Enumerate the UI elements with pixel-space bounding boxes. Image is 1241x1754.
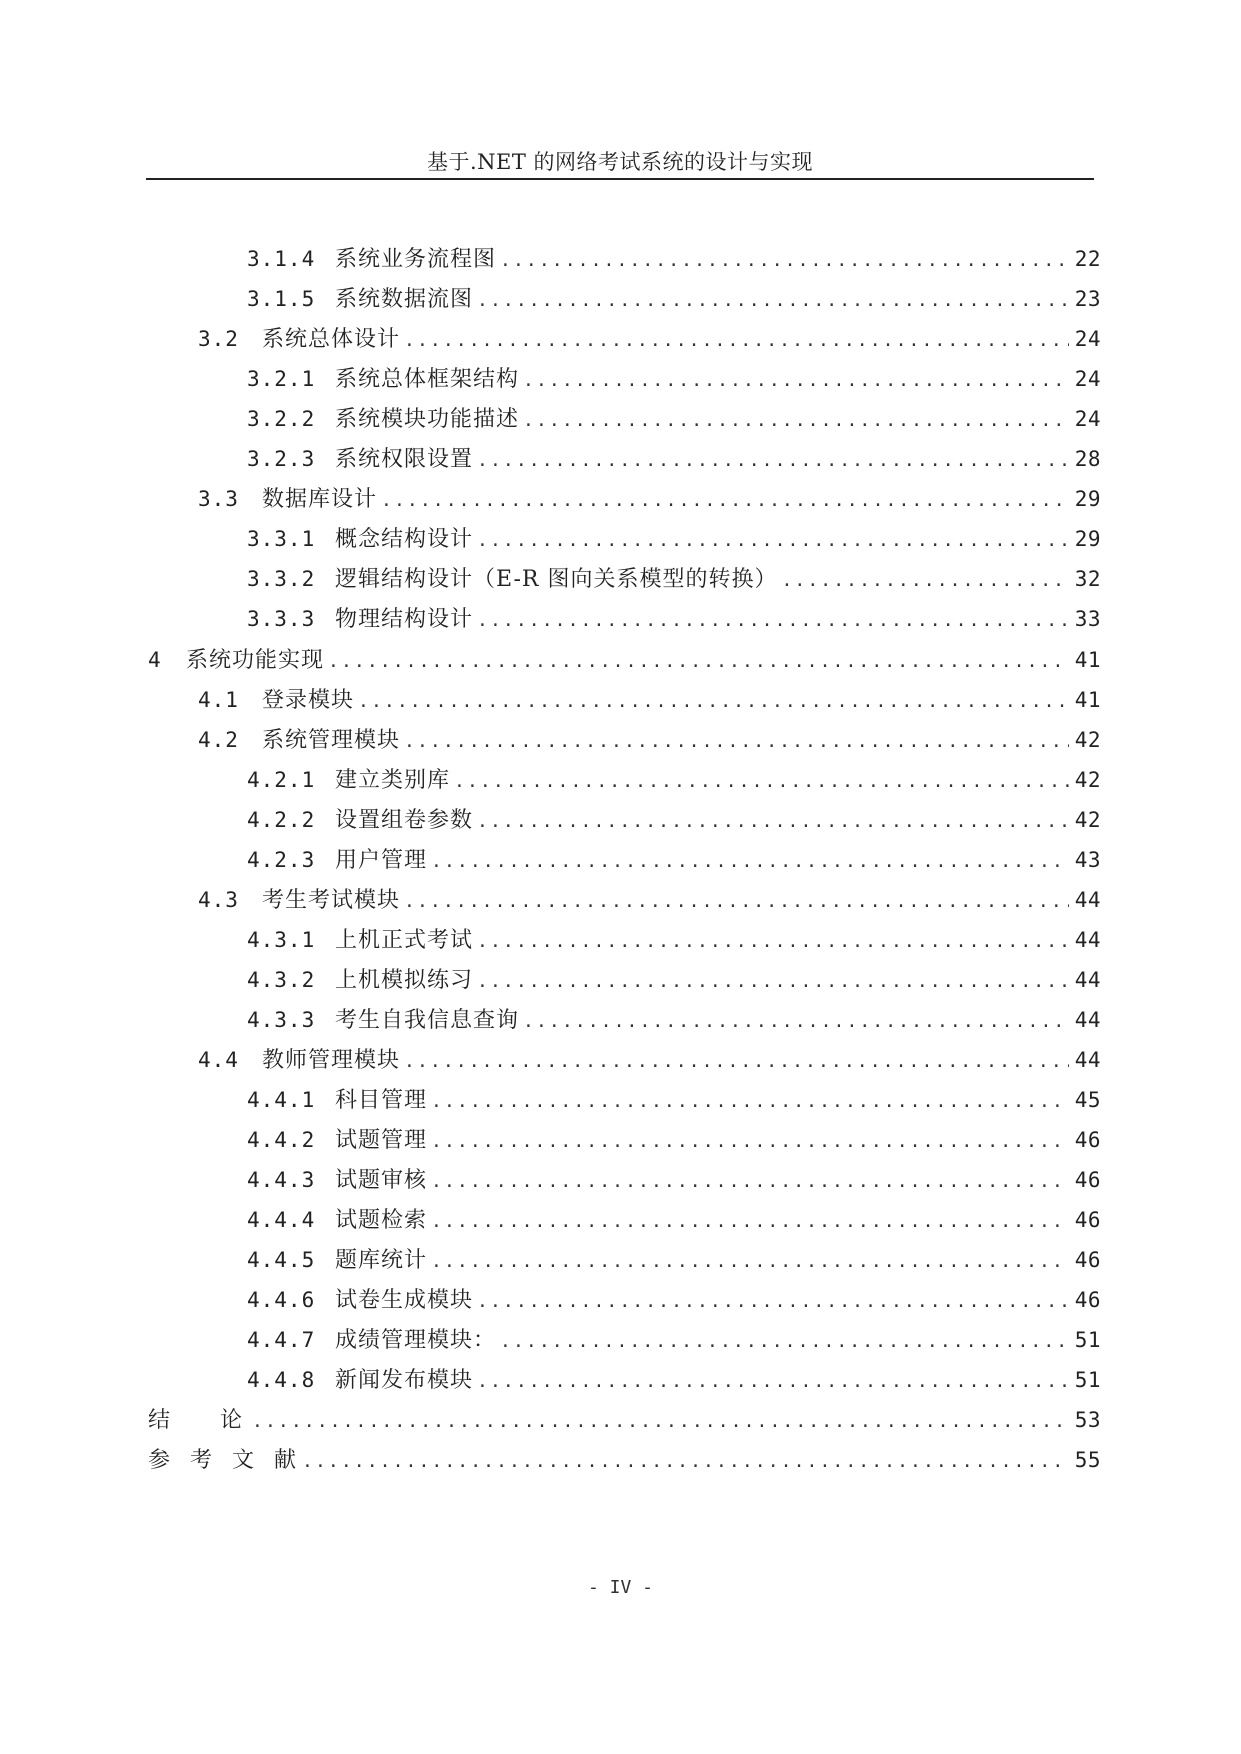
toc-dot-leader xyxy=(781,566,1068,596)
toc-entry-number: 4.4.1 xyxy=(247,1088,316,1112)
toc-entry-number: 3.3 xyxy=(198,487,239,511)
page-number: - IV - xyxy=(587,1577,654,1598)
toc-entry-number: 4.4.6 xyxy=(247,1288,316,1312)
toc-entry-3-1-5[interactable] xyxy=(247,284,1101,314)
toc-entry-4-2-2[interactable] xyxy=(247,805,1101,835)
toc-entry-page: 41 xyxy=(1074,648,1101,672)
toc-entry-4[interactable] xyxy=(148,645,1101,675)
toc-entry-4-4-2[interactable] xyxy=(247,1125,1101,1155)
toc-entry-4-2-3[interactable] xyxy=(247,845,1101,875)
toc-entry-number: 3.2 xyxy=(198,327,239,351)
toc-entry-title: 参考文献 xyxy=(148,1448,317,1473)
toc-entry-number: 4.4.4 xyxy=(247,1208,316,1232)
toc-entry-title: 数据库设计 xyxy=(262,487,378,512)
toc-entry-4-2-1[interactable] xyxy=(247,765,1101,795)
toc-dot-leader xyxy=(431,1167,1069,1197)
toc-entry-4-3[interactable] xyxy=(198,885,1101,915)
toc-dot-leader xyxy=(302,1447,1069,1477)
toc-entry-4-4-3[interactable] xyxy=(247,1165,1101,1195)
toc-dot-leader xyxy=(523,406,1069,436)
toc-dot-leader xyxy=(404,326,1069,356)
toc-entry-page: 24 xyxy=(1074,327,1101,351)
toc-entry-title: 结论 xyxy=(148,1408,293,1433)
toc-entry-title: 试卷生成模块 xyxy=(335,1288,474,1313)
toc-entry-title: 系统总体框架结构 xyxy=(335,367,520,392)
toc-entry-page: 42 xyxy=(1074,768,1101,792)
toc-entry-page: 51 xyxy=(1074,1368,1101,1392)
toc-dot-leader xyxy=(381,486,1069,516)
toc-entry-number: 4.2.2 xyxy=(247,808,316,832)
toc-entry-title: 逻辑结构设计（E-R 图向关系模型的转换） xyxy=(335,567,778,592)
toc-entry-number: 4.3.2 xyxy=(247,968,316,992)
toc-entry-number: 4 xyxy=(148,648,162,672)
toc-dot-leader xyxy=(477,446,1069,476)
toc-entry-number: 4.2.1 xyxy=(247,768,316,792)
toc-entry-title: 概念结构设计 xyxy=(335,527,474,552)
toc-entry-page: 51 xyxy=(1074,1328,1101,1352)
toc-entry-4-4-1[interactable] xyxy=(247,1085,1101,1115)
toc-dot-leader xyxy=(404,1047,1069,1077)
toc-entry-3-1-4[interactable] xyxy=(247,244,1101,274)
toc-entry-page: 24 xyxy=(1074,367,1101,391)
toc-dot-leader xyxy=(500,1327,1069,1357)
toc-dot-leader xyxy=(358,687,1069,717)
toc-dot-leader xyxy=(477,286,1069,316)
toc-entry-number: 4.4.7 xyxy=(247,1328,316,1352)
toc-entry-title: 物理结构设计 xyxy=(335,607,474,632)
toc-entry-4-4[interactable] xyxy=(198,1045,1101,1075)
toc-entry-page: 23 xyxy=(1074,287,1101,311)
toc-entry-title: 试题检索 xyxy=(335,1208,428,1233)
toc-entry-page: 41 xyxy=(1074,688,1101,712)
toc-entry-page: 53 xyxy=(1074,1408,1101,1432)
toc-dot-leader xyxy=(431,1127,1069,1157)
toc-entry-number: 3.2.1 xyxy=(247,367,316,391)
toc-entry-4-1[interactable] xyxy=(198,685,1101,715)
toc-entry-4-4-4[interactable] xyxy=(247,1205,1101,1235)
toc-entry-4-4-6[interactable] xyxy=(247,1285,1101,1315)
toc-dot-leader xyxy=(431,1247,1069,1277)
toc-entry-title: 登录模块 xyxy=(262,688,355,713)
toc-dot-leader xyxy=(454,767,1069,797)
toc-dot-leader xyxy=(477,967,1069,997)
toc-entry-number: 3.1.5 xyxy=(247,287,316,311)
toc-dot-leader xyxy=(431,1087,1069,1117)
toc-entry-page: 55 xyxy=(1074,1448,1101,1472)
toc-entry-title: 试题审核 xyxy=(335,1168,428,1193)
toc-entry-number: 3.2.3 xyxy=(247,447,316,471)
toc-entry-page: 29 xyxy=(1074,487,1101,511)
toc-entry-page: 46 xyxy=(1074,1248,1101,1272)
toc-entry-title: 上机正式考试 xyxy=(335,928,474,953)
toc-entry-number: 4.2 xyxy=(198,728,239,752)
toc-dot-leader xyxy=(404,887,1069,917)
toc-entry-number: 4.1 xyxy=(198,688,239,712)
toc-entry-title: 系统功能实现 xyxy=(186,648,325,673)
toc-entry-page: 24 xyxy=(1074,407,1101,431)
toc-entry-3-3-3[interactable] xyxy=(247,604,1101,634)
toc-entry-number: 3.3.2 xyxy=(247,567,316,591)
toc-entry-4-4-7[interactable] xyxy=(247,1325,1101,1355)
toc-dot-leader xyxy=(477,606,1069,636)
toc-entry-title: 试题管理 xyxy=(335,1128,428,1153)
toc-entry-title: 题库统计 xyxy=(335,1248,428,1273)
toc-entry-page: 22 xyxy=(1074,247,1101,271)
toc-entry-number: 4.3.1 xyxy=(247,928,316,952)
page-header-title: 基于.NET 的网络考试系统的设计与实现 xyxy=(426,150,814,174)
toc-entry-title: 上机模拟练习 xyxy=(335,968,474,993)
toc-entry-3-2-3[interactable] xyxy=(247,444,1101,474)
toc-entry-title: 系统总体设计 xyxy=(262,327,401,352)
toc-entry-page: 28 xyxy=(1074,447,1101,471)
toc-dot-leader xyxy=(500,246,1069,276)
toc-entry-number: 3.3.3 xyxy=(247,607,316,631)
toc-entry-title: 系统模块功能描述 xyxy=(335,407,520,432)
toc-dot-leader xyxy=(404,727,1069,757)
toc-entry-page: 46 xyxy=(1074,1288,1101,1312)
toc-entry-page: 32 xyxy=(1074,567,1101,591)
toc-entry-title: 教师管理模块 xyxy=(262,1048,401,1073)
toc-entry-number: 4.4.3 xyxy=(247,1168,316,1192)
toc-entry-title: 考生自我信息查询 xyxy=(335,1008,520,1033)
toc-entry-page: 46 xyxy=(1074,1168,1101,1192)
toc-dot-leader xyxy=(523,1007,1069,1037)
toc-entry-title: 科目管理 xyxy=(335,1088,428,1113)
toc-entry-title: 用户管理 xyxy=(335,848,428,873)
toc-entry-3-3-1[interactable] xyxy=(247,524,1101,554)
toc-entry-page: 44 xyxy=(1074,1008,1101,1032)
toc-dot-leader xyxy=(328,647,1069,677)
toc-entry-number: 3.1.4 xyxy=(247,247,316,271)
toc-entry-number: 4.3 xyxy=(198,888,239,912)
toc-entry-title: 系统数据流图 xyxy=(335,287,474,312)
toc-dot-leader xyxy=(477,1367,1069,1397)
toc-dot-leader xyxy=(477,927,1069,957)
toc-entry-4-3-3[interactable] xyxy=(247,1005,1101,1035)
toc-entry-4-4-5[interactable] xyxy=(247,1245,1101,1275)
toc-entry-3-2-2[interactable] xyxy=(247,404,1101,434)
toc-entry-number: 4.3.3 xyxy=(247,1008,316,1032)
toc-dot-leader xyxy=(477,526,1069,556)
toc-entry-page: 42 xyxy=(1074,808,1101,832)
toc-entry-number: 4.4 xyxy=(198,1048,239,1072)
toc-entry-title: 考生考试模块 xyxy=(262,888,401,913)
toc-entry-page: 33 xyxy=(1074,607,1101,631)
toc-entry-number: 4.4.5 xyxy=(247,1248,316,1272)
toc-entry-number: 3.3.1 xyxy=(247,527,316,551)
toc-entry-title: 成绩管理模块： xyxy=(335,1328,497,1353)
toc-entry-page: 45 xyxy=(1074,1088,1101,1112)
toc-entry-page: 44 xyxy=(1074,928,1101,952)
toc-entry-page: 46 xyxy=(1074,1128,1101,1152)
toc-dot-leader xyxy=(252,1407,1069,1437)
toc-entry-conclusion[interactable] xyxy=(148,1405,1101,1435)
toc-entry-title: 新闻发布模块 xyxy=(335,1368,474,1393)
toc-entry-3-2-1[interactable] xyxy=(247,364,1101,394)
toc-entry-3-3[interactable] xyxy=(198,484,1101,514)
toc-entry-title: 系统业务流程图 xyxy=(335,247,497,272)
toc-entry-3-2[interactable] xyxy=(198,324,1101,354)
toc-entry-4-2[interactable] xyxy=(198,725,1101,755)
toc-entry-number: 4.4.2 xyxy=(247,1128,316,1152)
toc-entry-references[interactable] xyxy=(148,1445,1101,1475)
toc-entry-page: 29 xyxy=(1074,527,1101,551)
toc-entry-4-3-1[interactable] xyxy=(247,925,1101,955)
toc-entry-page: 44 xyxy=(1074,1048,1101,1072)
toc-entry-4-3-2[interactable] xyxy=(247,965,1101,995)
toc-entry-number: 4.4.8 xyxy=(247,1368,316,1392)
toc-dot-leader xyxy=(523,366,1069,396)
toc-entry-title: 设置组卷参数 xyxy=(335,808,474,833)
toc-entry-page: 43 xyxy=(1074,848,1101,872)
toc-dot-leader xyxy=(477,807,1069,837)
toc-entry-title: 系统权限设置 xyxy=(335,447,474,472)
toc-entry-page: 44 xyxy=(1074,968,1101,992)
toc-entry-title: 建立类别库 xyxy=(335,768,451,793)
toc-entry-page: 46 xyxy=(1074,1208,1101,1232)
toc-entry-3-3-2[interactable] xyxy=(247,564,1101,594)
toc-dot-leader xyxy=(431,1207,1069,1237)
toc-dot-leader xyxy=(431,847,1069,877)
toc-entry-4-4-8[interactable] xyxy=(247,1365,1101,1395)
toc-entry-title: 系统管理模块 xyxy=(262,728,401,753)
toc-entry-page: 44 xyxy=(1074,888,1101,912)
toc-dot-leader xyxy=(477,1287,1069,1317)
toc-entry-page: 42 xyxy=(1074,728,1101,752)
toc-entry-number: 4.2.3 xyxy=(247,848,316,872)
toc-entry-number: 3.2.2 xyxy=(247,407,316,431)
